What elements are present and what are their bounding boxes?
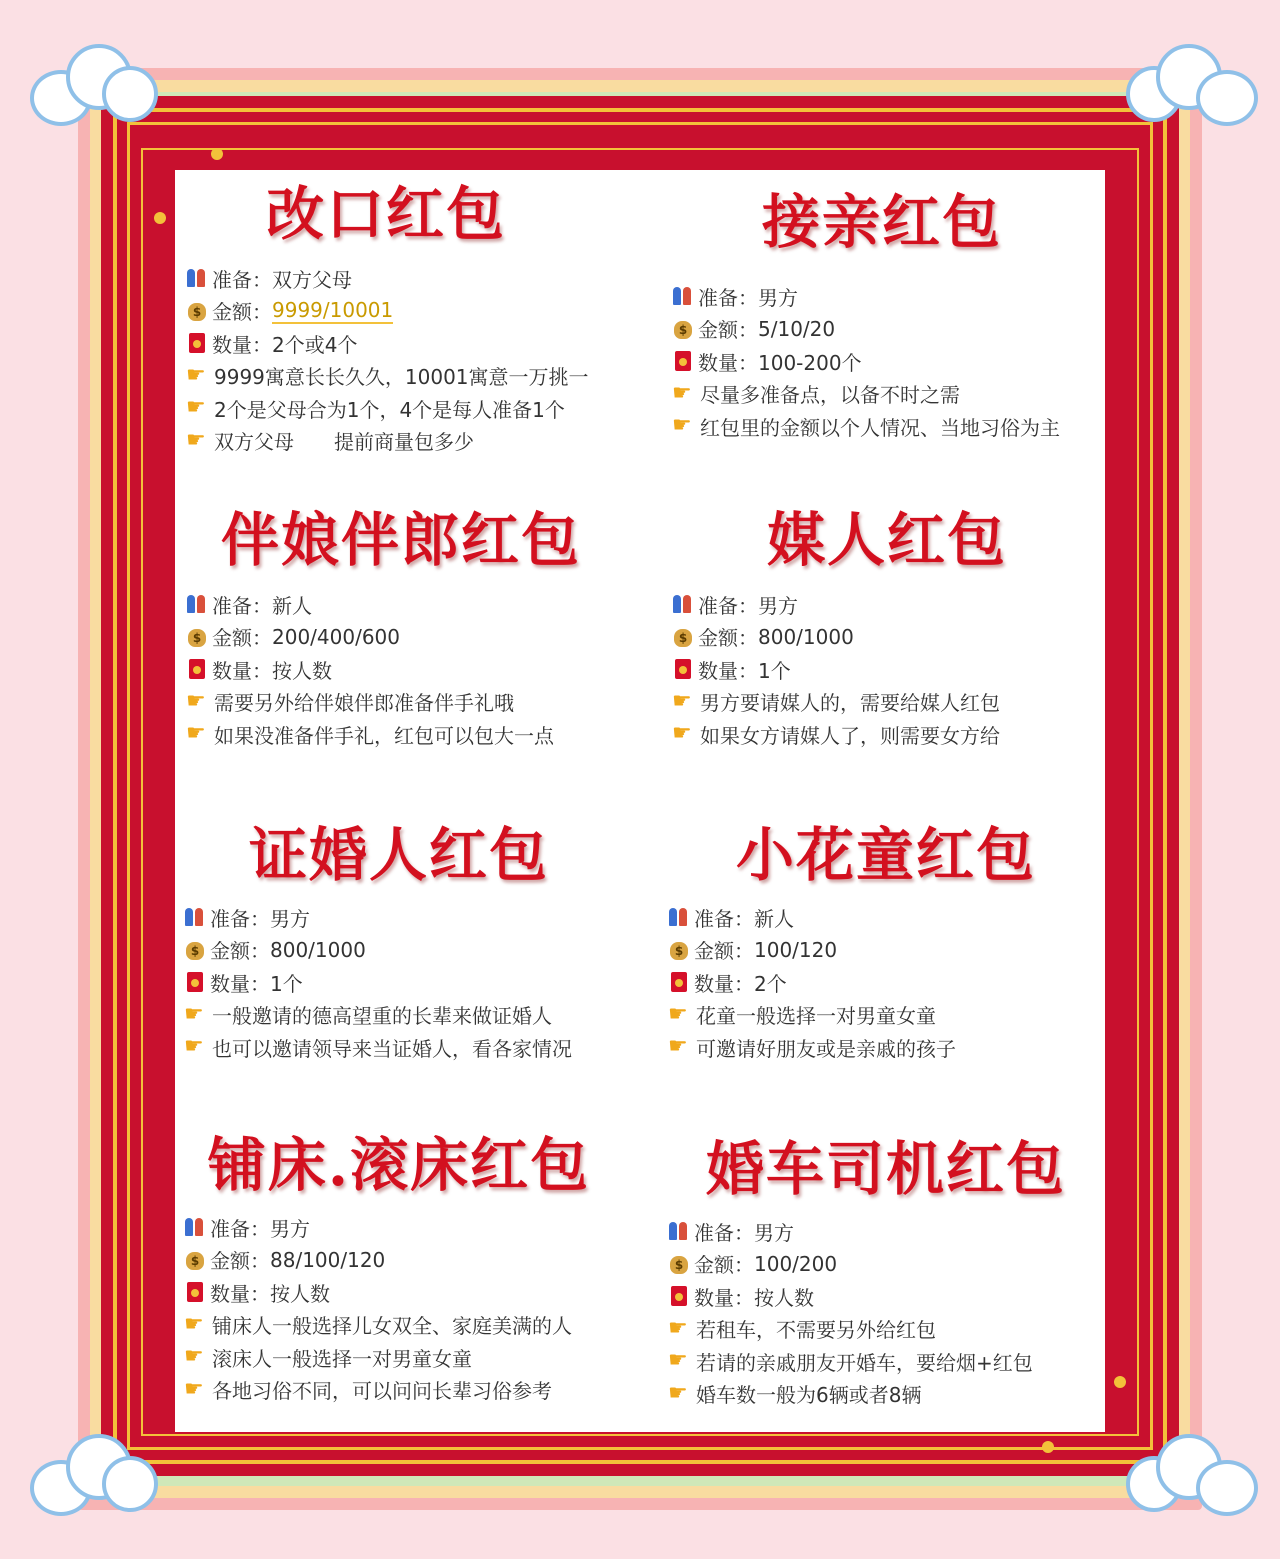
pointing-hand-icon: ☛ xyxy=(668,1034,688,1060)
couple-icon xyxy=(672,592,694,616)
gold-dot xyxy=(211,148,223,160)
red-envelope-icon xyxy=(184,970,206,994)
pointing-hand-icon: ☛ xyxy=(184,1034,204,1060)
amount-label: 金额： xyxy=(210,1249,270,1274)
amount-value: 800/1000 xyxy=(270,937,366,962)
section-banniang xyxy=(186,502,626,751)
couple-icon xyxy=(668,1219,690,1243)
count-text: 数量：按人数 xyxy=(212,658,332,683)
count-text: 数量：1个 xyxy=(698,658,791,683)
money-bag-icon: $ xyxy=(672,317,694,341)
pointing-hand-icon: ☛ xyxy=(668,1380,688,1406)
money-bag-icon: $ xyxy=(672,625,694,649)
pointing-hand-icon: ☛ xyxy=(184,1001,204,1027)
amount-value: 800/1000 xyxy=(758,624,854,649)
cloud-icon xyxy=(1126,1430,1252,1516)
tip-text: 双方父母 提前商量包多少 xyxy=(214,430,474,455)
amount-value: 88/100/120 xyxy=(270,1247,386,1272)
couple-icon xyxy=(186,266,208,290)
prepare-text: 准备：新人 xyxy=(694,906,794,931)
section-title: 小花童红包 xyxy=(735,821,1036,889)
count-text: 数量：按人数 xyxy=(694,1285,814,1310)
couple-icon xyxy=(184,1215,206,1239)
tip-text: 花童一般选择一对男童女童 xyxy=(696,1004,936,1029)
section-gaikou xyxy=(186,176,626,457)
tip-text: 尽量多准备点，以备不时之需 xyxy=(700,383,960,408)
section-huatong xyxy=(668,817,1108,1064)
pointing-hand-icon: ☛ xyxy=(186,395,206,421)
cloud-icon xyxy=(1126,40,1252,126)
count-text: 数量：2个或4个 xyxy=(212,332,358,357)
tip-text: 如果没准备伴手礼，红包可以包大一点 xyxy=(214,723,554,748)
tip-text: 婚车数一般为6辆或者8辆 xyxy=(696,1383,922,1408)
amount-value: 9999/10001 xyxy=(272,297,394,322)
money-bag-icon: $ xyxy=(186,625,208,649)
money-bag-icon: $ xyxy=(184,1248,206,1272)
pointing-hand-icon: ☛ xyxy=(184,1376,204,1402)
count-text: 数量：1个 xyxy=(210,971,303,996)
tip-text: 如果女方请媒人了，则需要女方给 xyxy=(700,723,1000,748)
amount-label: 金额： xyxy=(698,626,758,651)
red-envelope-icon xyxy=(186,657,208,681)
tip-text: 男方要请媒人的，需要给媒人红包 xyxy=(700,691,1000,716)
cloud-icon xyxy=(30,40,156,126)
amount-label: 金额： xyxy=(212,626,272,651)
section-title: 伴娘伴郎红包 xyxy=(220,506,581,574)
pointing-hand-icon: ☛ xyxy=(668,1315,688,1341)
tip-text: 可邀请好朋友或是亲戚的孩子 xyxy=(696,1036,956,1061)
tip-text: 9999寓意长长久久，10001寓意一万挑一 xyxy=(214,365,589,390)
amount-value: 5/10/20 xyxy=(758,316,836,341)
amount-label: 金额： xyxy=(694,939,754,964)
tip-text: 也可以邀请领导来当证婚人，看各家情况 xyxy=(212,1036,572,1061)
count-text: 数量：100-200个 xyxy=(698,350,862,375)
prepare-text: 准备：双方父母 xyxy=(212,267,352,292)
pointing-hand-icon: ☛ xyxy=(186,362,206,388)
section-title: 证婚人红包 xyxy=(248,821,549,889)
count-text: 数量：2个 xyxy=(694,971,787,996)
section-title: 改口红包 xyxy=(265,180,506,248)
tip-text: 若租车，不需要另外给红包 xyxy=(696,1318,936,1343)
prepare-text: 准备：男方 xyxy=(210,1216,310,1241)
section-jieqin xyxy=(672,184,1112,443)
red-envelope-icon xyxy=(184,1280,206,1304)
pointing-hand-icon: ☛ xyxy=(672,721,692,747)
prepare-text: 准备：男方 xyxy=(694,1220,794,1245)
couple-icon xyxy=(184,905,206,929)
tip-text: 滚床人一般选择一对男童女童 xyxy=(212,1346,472,1371)
tip-text: 一般邀请的德高望重的长辈来做证婚人 xyxy=(212,1004,552,1029)
amount-label: 金额： xyxy=(694,1253,754,1278)
couple-icon xyxy=(672,284,694,308)
amount-value: 100/120 xyxy=(754,937,838,962)
money-bag-icon: $ xyxy=(186,299,208,323)
pointing-hand-icon: ☛ xyxy=(672,688,692,714)
red-envelope-icon xyxy=(672,349,694,373)
gold-dot xyxy=(1042,1441,1054,1453)
tip-text: 需要另外给伴娘伴郎准备伴手礼哦 xyxy=(214,691,514,716)
tip-text: 2个是父母合为1个，4个是每人准备1个 xyxy=(214,397,565,422)
prepare-text: 准备：男方 xyxy=(698,285,798,310)
section-title: 接亲红包 xyxy=(761,188,1002,256)
prepare-text: 准备：男方 xyxy=(210,906,310,931)
money-bag-icon: $ xyxy=(668,938,690,962)
count-text: 数量：按人数 xyxy=(210,1281,330,1306)
tip-text: 铺床人一般选择儿女双全、家庭美满的人 xyxy=(212,1314,572,1339)
prepare-text: 准备：新人 xyxy=(212,593,312,618)
section-meiren xyxy=(672,502,1112,751)
tip-text: 若请的亲戚朋友开婚车，要给烟+红包 xyxy=(696,1350,1033,1375)
red-envelope-icon xyxy=(668,970,690,994)
money-bag-icon: $ xyxy=(668,1252,690,1276)
tip-text: 各地习俗不同，可以问问长辈习俗参考 xyxy=(212,1379,552,1404)
section-title: 铺床.滚床红包 xyxy=(207,1131,591,1199)
amount-value: 100/200 xyxy=(754,1251,838,1276)
cloud-icon xyxy=(30,1430,156,1516)
section-title: 婚车司机红包 xyxy=(705,1135,1066,1203)
red-envelope-icon xyxy=(672,657,694,681)
pointing-hand-icon: ☛ xyxy=(186,688,206,714)
pointing-hand-icon: ☛ xyxy=(184,1311,204,1337)
section-title: 媒人红包 xyxy=(766,506,1007,574)
pointing-hand-icon: ☛ xyxy=(672,380,692,406)
money-bag-icon: $ xyxy=(184,938,206,962)
couple-icon xyxy=(668,905,690,929)
section-puchuang xyxy=(184,1127,624,1406)
tip-text: 红包里的金额以个人情况、当地习俗为主 xyxy=(700,415,1060,440)
pointing-hand-icon: ☛ xyxy=(184,1344,204,1370)
red-envelope-icon xyxy=(668,1284,690,1308)
amount-label: 金额： xyxy=(698,318,758,343)
section-zhenghunren xyxy=(184,817,624,1064)
pointing-hand-icon: ☛ xyxy=(668,1348,688,1374)
couple-icon xyxy=(186,592,208,616)
gold-dot xyxy=(1114,1376,1126,1388)
pointing-hand-icon: ☛ xyxy=(186,721,206,747)
pointing-hand-icon: ☛ xyxy=(672,413,692,439)
pointing-hand-icon: ☛ xyxy=(186,427,206,453)
prepare-text: 准备：男方 xyxy=(698,593,798,618)
pointing-hand-icon: ☛ xyxy=(668,1001,688,1027)
amount-label: 金额： xyxy=(210,939,270,964)
amount-label: 金额： xyxy=(212,300,272,325)
red-envelope-icon xyxy=(186,331,208,355)
amount-value: 200/400/600 xyxy=(272,624,400,649)
section-hunche xyxy=(668,1131,1108,1410)
